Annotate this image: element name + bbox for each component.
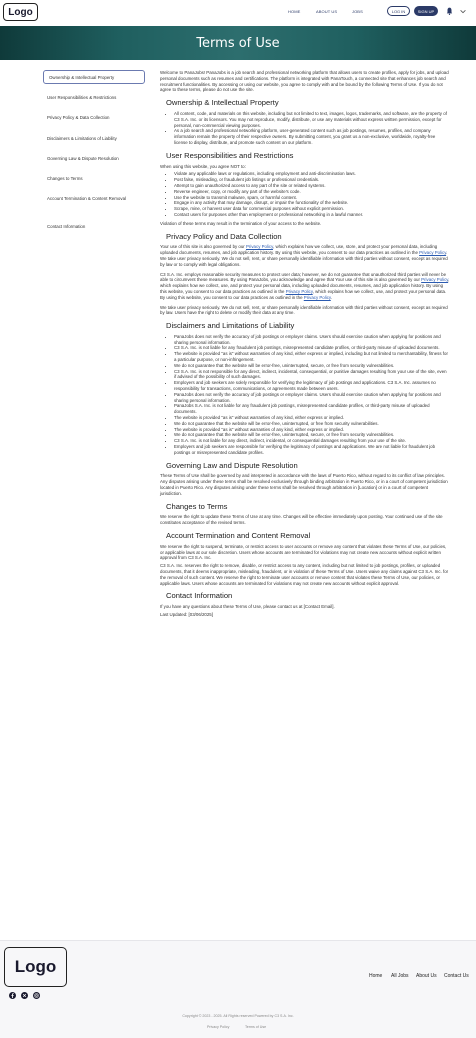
privacy-paragraph: We take user privacy seriously. We do not sell, rent, or share personally identifiable information with third parties without consent, except as required by law. Users have the right to delete or modify their data at any time. bbox=[160, 304, 448, 316]
privacy-paragraph bbox=[160, 272, 450, 301]
sidebar-item-disclaimers[interactable] bbox=[47, 136, 143, 142]
nav-about-us[interactable]: ABOUT US bbox=[316, 9, 338, 14]
footer-terms-of-use-link[interactable]: Terms of Use bbox=[245, 1025, 267, 1029]
text: Your use of this site is also governed by our bbox=[160, 244, 246, 250]
list-item: • Violate any applicable laws or regulations, including employment and anti-discrimination laws. bbox=[174, 171, 450, 177]
sidebar-item-privacy-policy[interactable] bbox=[47, 115, 143, 121]
sidebar-item-label: Ownership & Intellectual Property bbox=[49, 75, 115, 80]
list-item: • Post false, misleading, or fraudulent job listings or professional credentials. bbox=[174, 177, 450, 183]
footer-privacy-policy-link[interactable]: Privacy Policy bbox=[207, 1025, 230, 1029]
list-item: • Employers and job seekers are responsible for verifying the legitimacy of postings and applications. We are not liable for fraudulent job postings or misrepresented candidate profiles. bbox=[174, 444, 450, 456]
section-outro: Violation of these terms may result in the termination of your access to the website. bbox=[160, 220, 322, 226]
privacy-policy-link[interactable]: Privacy Policy bbox=[421, 277, 449, 283]
section-title-disclaimers: Disclaimers and Limitations of Liability bbox=[166, 321, 295, 331]
termination-paragraph: C3 S.A. Inc. reserves the right to remove, disable, or restrict access to any content, including but not limited to job postings, profiles, or uploaded documents, that it deems inappropriate, misleading, fraudulent, or in violation of these Terms of Use. Users waive any claims against C3 S.A. Inc. for the removal of such content. We reserve the right to terminate user accounts or remove content that violates these Terms of Use, our policies, or applicable laws. Users whose accounts are terminated for violations may not create new accounts without explicit approval. bbox=[160, 563, 449, 586]
list-item: • PanaJobs does not verify the accuracy of job postings or employer claims. Users should exercise caution when applying for positions and sharing personal information. bbox=[174, 392, 450, 404]
list-item: • Contact users for purposes other than employment or professional networking in a lawful manner. bbox=[174, 212, 450, 218]
section-title-ownership: Ownership & Intellectual Property bbox=[166, 98, 279, 108]
bell-icon[interactable] bbox=[446, 7, 453, 15]
list-item: • As a job search and professional networking platform, user-generated content such as job postings, resumes, profiles, and company information remain the property of their respective owners. By submitting content, you grant us a non-exclusive, worldwide, royalty-free license to display, distribute, and promote such content on our platform. bbox=[174, 128, 450, 145]
sidebar-item-label: Account Termination & Content Removal bbox=[47, 196, 126, 201]
ownership-list bbox=[174, 111, 450, 146]
login-button[interactable]: LOG IN bbox=[387, 6, 410, 16]
instagram-icon[interactable] bbox=[33, 992, 40, 999]
list-item: • The website is provided "as is" without warranties of any kind, either express or implied. bbox=[174, 427, 450, 433]
list-item: • We do not guarantee that the website will be error-free, uninterrupted, secure, or free from security vulnerabilities. bbox=[174, 432, 450, 438]
text: . bbox=[330, 294, 332, 300]
footer bbox=[0, 940, 476, 1038]
termination-paragraph: We reserve the right to suspend, terminate, or restrict access to user accounts or remove any content that violates these Terms of Use, our policies, or applicable laws at our sole discretion. Users whose accounts are terminated for violations may not create new accounts without explicit written approval from C3 S.A. Inc. bbox=[160, 543, 447, 561]
list-item: • Reverse engineer, copy, or modify any part of the website's code. bbox=[174, 189, 450, 195]
sidebar-item-governing-law[interactable] bbox=[47, 156, 143, 162]
list-item: • Use the website to transmit malware, spam, or harmful content. bbox=[174, 195, 450, 201]
list-item: • The website is provided "as is" without warranties of any kind, either express or implied. bbox=[174, 415, 450, 421]
sidebar-item-label: Governing Law & Dispute Resolution bbox=[47, 156, 119, 161]
sidebar-item-label: Changes to Terms bbox=[47, 176, 83, 181]
sidebar-item-label: User Responsibilities & Restrictions bbox=[47, 95, 117, 100]
privacy-paragraph bbox=[160, 244, 450, 267]
section-title-user-responsibilities: User Responsibilities and Restrictions bbox=[166, 150, 294, 160]
list-item: • C3 S.A. Inc. is not liable for any fraudulent job postings, misrepresented candidate profiles, or third-party misuse of uploaded documents. bbox=[174, 345, 450, 351]
sidebar-item-user-responsibilities[interactable] bbox=[47, 95, 143, 101]
sidebar-item-label: Contact Information bbox=[47, 224, 86, 229]
footer-nav-contact-us[interactable]: Contact Us bbox=[444, 973, 469, 979]
disclaimers-list bbox=[174, 334, 450, 456]
section-lead: When using this website, you agree NOT to: bbox=[160, 163, 246, 169]
responsibilities-list bbox=[174, 171, 450, 217]
signup-button[interactable]: SIGN UP bbox=[414, 6, 438, 16]
facebook-icon[interactable] bbox=[9, 992, 16, 999]
text: C3 S.A. Inc. employs reasonable security measures to protect user data; however, we do not guarantee that unauthorized third parties will never be able to circumvent these measures. By using PanaJobs, you acknowledge and agree that Your use of this site is also governed by our bbox=[160, 271, 447, 283]
list-item: • Scrape, mine, or harvest user data for commercial purposes without explicit permission. bbox=[174, 206, 450, 212]
section-title-contact: Contact Information bbox=[166, 591, 233, 601]
list-item: • C3 S.A. Inc. is not responsible for any direct, indirect, incidental, consequential, or punitive damages resulting from your use of the site, even if advised of the possibility of such damages. bbox=[174, 369, 450, 381]
nav-home[interactable]: HOME bbox=[288, 9, 301, 14]
last-updated: Last Updated: [03/06/2025] bbox=[160, 611, 213, 617]
list-item: • Employers and job seekers are solely responsible for verifying the legitimacy of job postings and applications. C3 S.A. Inc. assumes no responsibility for transactions, communications, or agreements made between users. bbox=[174, 380, 450, 392]
list-item: • Engage in any activity that may damage, disrupt, or impair the functionality of the website. bbox=[174, 200, 450, 206]
intro-paragraph: Welcome to PanaJobs! PanaJobs is a job search and professional networking platform that allows users to create profiles, apply for jobs, and upload personal documents such as resumes and certifications. The platform is integrated with PanaTouch, a connected site that enhances job search and recruitment functionalities. By accessing or using our website, you agree to comply with and be bound by the following Terms of Use. If you do not agree to these terms, please do not use the site. bbox=[160, 70, 449, 93]
footer-logo[interactable]: Logo bbox=[4, 947, 67, 987]
section-title-governing-law: Governing Law and Dispute Resolution bbox=[166, 460, 298, 470]
terms-content bbox=[160, 70, 450, 620]
text: , which explains how we collect, use, and protect your personal data, including uploaded documents, resumes, and job application history. By using this website, you consent to our data practices as outlined in the bbox=[160, 277, 450, 294]
section-title-account-termination: Account Termination and Content Removal bbox=[166, 531, 311, 540]
chevron-down-icon[interactable] bbox=[460, 9, 466, 14]
privacy-policy-link[interactable]: Privacy Policy bbox=[285, 288, 313, 294]
changes-paragraph: We reserve the right to update these Terms of Use at any time. Changes will be effective immediately upon posting. Your continued use of the site constitutes acceptance of the revised terms. bbox=[160, 514, 443, 526]
nav-jobs[interactable]: JOBS bbox=[352, 9, 363, 14]
page-title: Terms of Use bbox=[196, 35, 280, 51]
hero-banner bbox=[0, 26, 476, 60]
footer-nav-about-us[interactable]: About Us bbox=[416, 973, 437, 979]
section-title-privacy: Privacy Policy and Data Collection bbox=[166, 231, 282, 241]
list-item: • All content, code, and materials on this website, including but not limited to text, images, logos, trademarks, and software, are the property of C3 S.A. Inc. or its licensors. You may not reproduce, modify, distribute, or use any materials without express written permission, except for personal, non-commercial viewing purposes. bbox=[174, 111, 450, 128]
privacy-policy-link[interactable]: Privacy Policy bbox=[419, 250, 447, 256]
sidebar-item-account-termination[interactable] bbox=[47, 196, 143, 202]
privacy-policy-link[interactable]: Privacy Policy bbox=[303, 294, 331, 300]
sidebar-item-label: Privacy Policy & Data Collection bbox=[47, 115, 110, 120]
list-item: • Attempt to gain unauthorized access to any part of the site or related systems. bbox=[174, 183, 450, 189]
list-item: • C3 S.A. Inc. is not liable for any direct, indirect, incidental, or consequential damages resulting from your use of the site. bbox=[174, 438, 450, 444]
x-icon[interactable] bbox=[21, 992, 28, 999]
text: . We take user privacy seriously. We do not sell, rent, or share personally identifiable information with third parties without consent, except as required by law or to comply with legal obligations. bbox=[160, 250, 448, 267]
list-item: • PanaJobs S.A. Inc. is not liable for any fraudulent job postings, misrepresented candidate profiles, or third-party misuse of uploaded documents. bbox=[174, 403, 450, 415]
section-title-changes: Changes to Terms bbox=[166, 501, 228, 511]
logo[interactable]: Logo bbox=[3, 3, 38, 21]
sidebar-item-changes-to-terms[interactable] bbox=[47, 176, 143, 182]
footer-nav-all-jobs[interactable]: All Jobs bbox=[391, 973, 409, 979]
copyright: Copyright © 2023 - 2025. All Rights reserved Powered by C3 S.A. Inc. bbox=[182, 1014, 294, 1018]
privacy-policy-link[interactable]: Privacy Policy bbox=[246, 244, 273, 250]
sidebar-item-label: Disclaimers & Limitations of Liability bbox=[47, 136, 117, 141]
list-item: • The website is provided "as is" without warranties of any kind, either express or implied, including but not limited to merchantability, fitness for a particular purpose, or non-infringement. bbox=[174, 351, 450, 363]
contact-paragraph: If you have any questions about these Terms of Use, please contact us at [Contact Email]. bbox=[160, 604, 335, 610]
sidebar-item-ownership[interactable] bbox=[43, 70, 145, 84]
text: , which explains how we collect, use, and protect your personal data. By using this website, you consent to our data practices as outlined in the bbox=[160, 288, 447, 300]
list-item: • We do not guarantee that the website will be error-free, uninterrupted, or free from security vulnerabilities. bbox=[174, 421, 450, 427]
governing-law-paragraph: These Terms of Use shall be governed by and interpreted in accordance with the laws of Puerto Rico, without regard to its conflict of law principles. Any disputes arising under these terms shall be resolved exclusively through binding arbitration in Puerto Rico, or in a court of competent jurisdiction located in Puerto Rico. Any disputes arising under these terms shall be resolved through arbitration in [Location] or in a court of competent jurisdiction. bbox=[160, 473, 448, 496]
sidebar-item-contact-information[interactable] bbox=[47, 224, 143, 230]
text: , which explains how we collect, use, store, and protect your personal data, including uploaded documents, resumes, and job application history. By using this website, you consent to our data practices as outlined in the bbox=[160, 244, 438, 256]
footer-nav-home[interactable]: Home bbox=[369, 973, 383, 979]
list-item: • We do not guarantee that the website will be error-free, uninterrupted, secure, or free from security vulnerabilities. bbox=[174, 363, 450, 369]
list-item: • PanaJobs does not verify the accuracy of job postings or employer claims. Users should exercise caution when applying for positions and sharing personal information. bbox=[174, 334, 450, 346]
